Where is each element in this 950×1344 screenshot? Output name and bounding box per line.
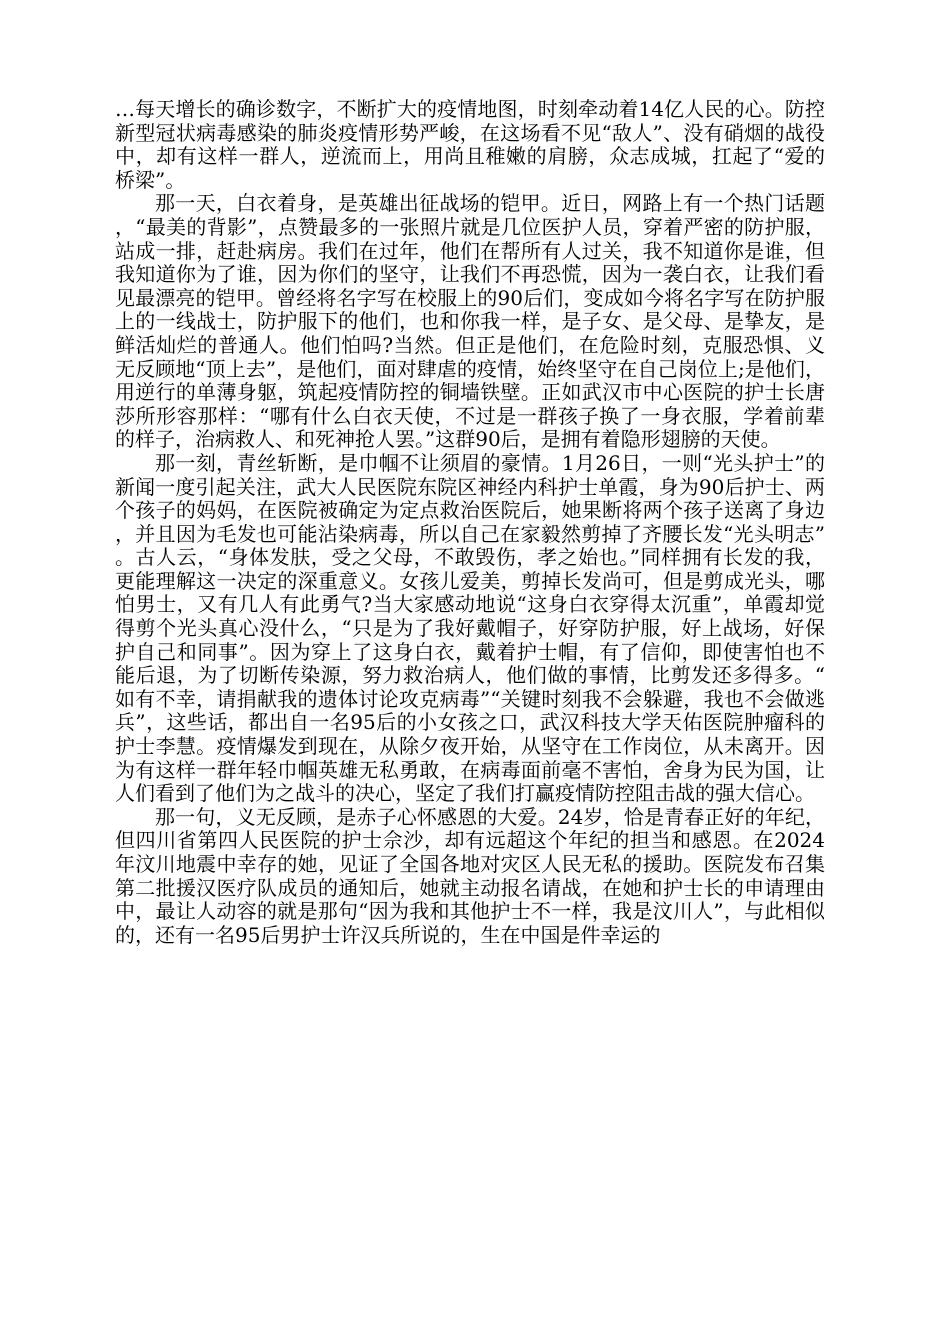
paragraph-intro: …每天增长的确诊数字，不断扩大的疫情地图，时刻牵动着14亿人民的心。防控新型冠状病毒感染的肺炎疫情形势严峻，在这场看不见“敌人”、没有硝烟的战役中，却有这样一群人，逆流而上，用尚且稚嫩的肩膀，众志成城，扛起了“爱的桥梁”。 [115, 97, 825, 192]
paragraph-shaved-head: 那一刻，青丝斩断，是巾帼不让须眉的豪情。1月26日，一则“光头护士”的新闻一度引起关注，武大人民医院东院区神经内科护士单霞，身为90后护士、两个孩子的妈妈，在医院被确定为定点救治医院后，她果断将两个孩子送离了身边，并且因为毛发也可能沾染病毒，所以自己在家毅然剪掉了齐腰长发“光头明志”。古人云，“身体发肤，受之父母，不敢毁伤，孝之始也。”同样拥有长发的我，更能理解这一决定的深重意义。女孩儿爱美，剪掉长发尚可，但是剪成光头，哪怕男士，又有几人有此勇气?当大家感动地说“这身白衣穿得太沉重”，单霞却觉得剪个光头真心没什么，“只是为了我好戴帽子，好穿防护服，好上战场，好保护自己和同事”。因为穿上了这身白衣，戴着护士帽，有了信仰，即使害怕也不能后退，为了切断传染源，努力救治病人，他们做的事情，比剪发还多得多。“如有不幸，请捐献我的遗体讨论攻克病毒”“关键时刻我不会躲避，我也不会做逃兵”，这些话，都出自一名95后的小女孩之口，武汉科技大学天佑医院肿瘤科的护士李慧。疫情爆发到现在，从除夕夜开始，从坚守在工作岗位，从未离开。因为有这样一群年轻巾帼英雄无私勇敢，在病毒面前毫不害怕，舍身为民为国，让人们看到了他们为之战斗的决心，坚定了我们打赢疫情防控阻击战的强大信心。 [115, 450, 825, 806]
document-page [115, 98, 825, 947]
paragraph-white-armor: 那一天，白衣着身，是英雄出征战场的铠甲。近日，网路上有一个热门话题，“最美的背影”，点赞最多的一张照片就是几位医护人员，穿着严密的防护服，站成一排，赶赴病房。我们在过年，他们在帮所有人过关，我不知道你是谁，但我知道你为了谁，因为你们的坚守，让我们不再恐慌，因为一袭白衣，让我们看见最漂亮的铠甲。曾经将名字写在校服上的90后们，变成如今将名字写在防护服上的一线战士，防护服下的他们，也和你我一样，是子女、是父母、是挚友，是鲜活灿烂的普通人。他们怕吗?当然。但正是他们，在危险时刻，克服恐惧、义无反顾地“顶上去”，是他们，面对肆虐的疫情，始终坚守在自己岗位上;是他们，用逆行的单薄身躯，筑起疫情防控的铜墙铁壁。正如武汉市中心医院的护士长唐莎所形容那样：“哪有什么白衣天使，不过是一群孩子换了一身衣服，学着前辈的样子，治病救人、和死神抢人罢。”这群90后，是拥有着隐形翅膀的天使。 [115, 191, 825, 452]
paragraph-gratitude: 那一句，义无反顾，是赤子心怀感恩的大爱。24岁，恰是青春正好的年纪，但四川省第四人民医院的护士佘沙，却有远超这个年纪的担当和感恩。在2024年汶川地震中幸存的她，见证了全国各地对灾区人民无私的援助。医院发布召集第二批援汉医疗队成员的通知后，她就主动报名请战，在她和护士长的申请理由中，最让人动容的就是那句“因为我和其他护士不一样，我是汶川人”，与此相似的，还有一名95后男护士许汉兵所说的，生在中国是件幸运的 [115, 804, 825, 947]
